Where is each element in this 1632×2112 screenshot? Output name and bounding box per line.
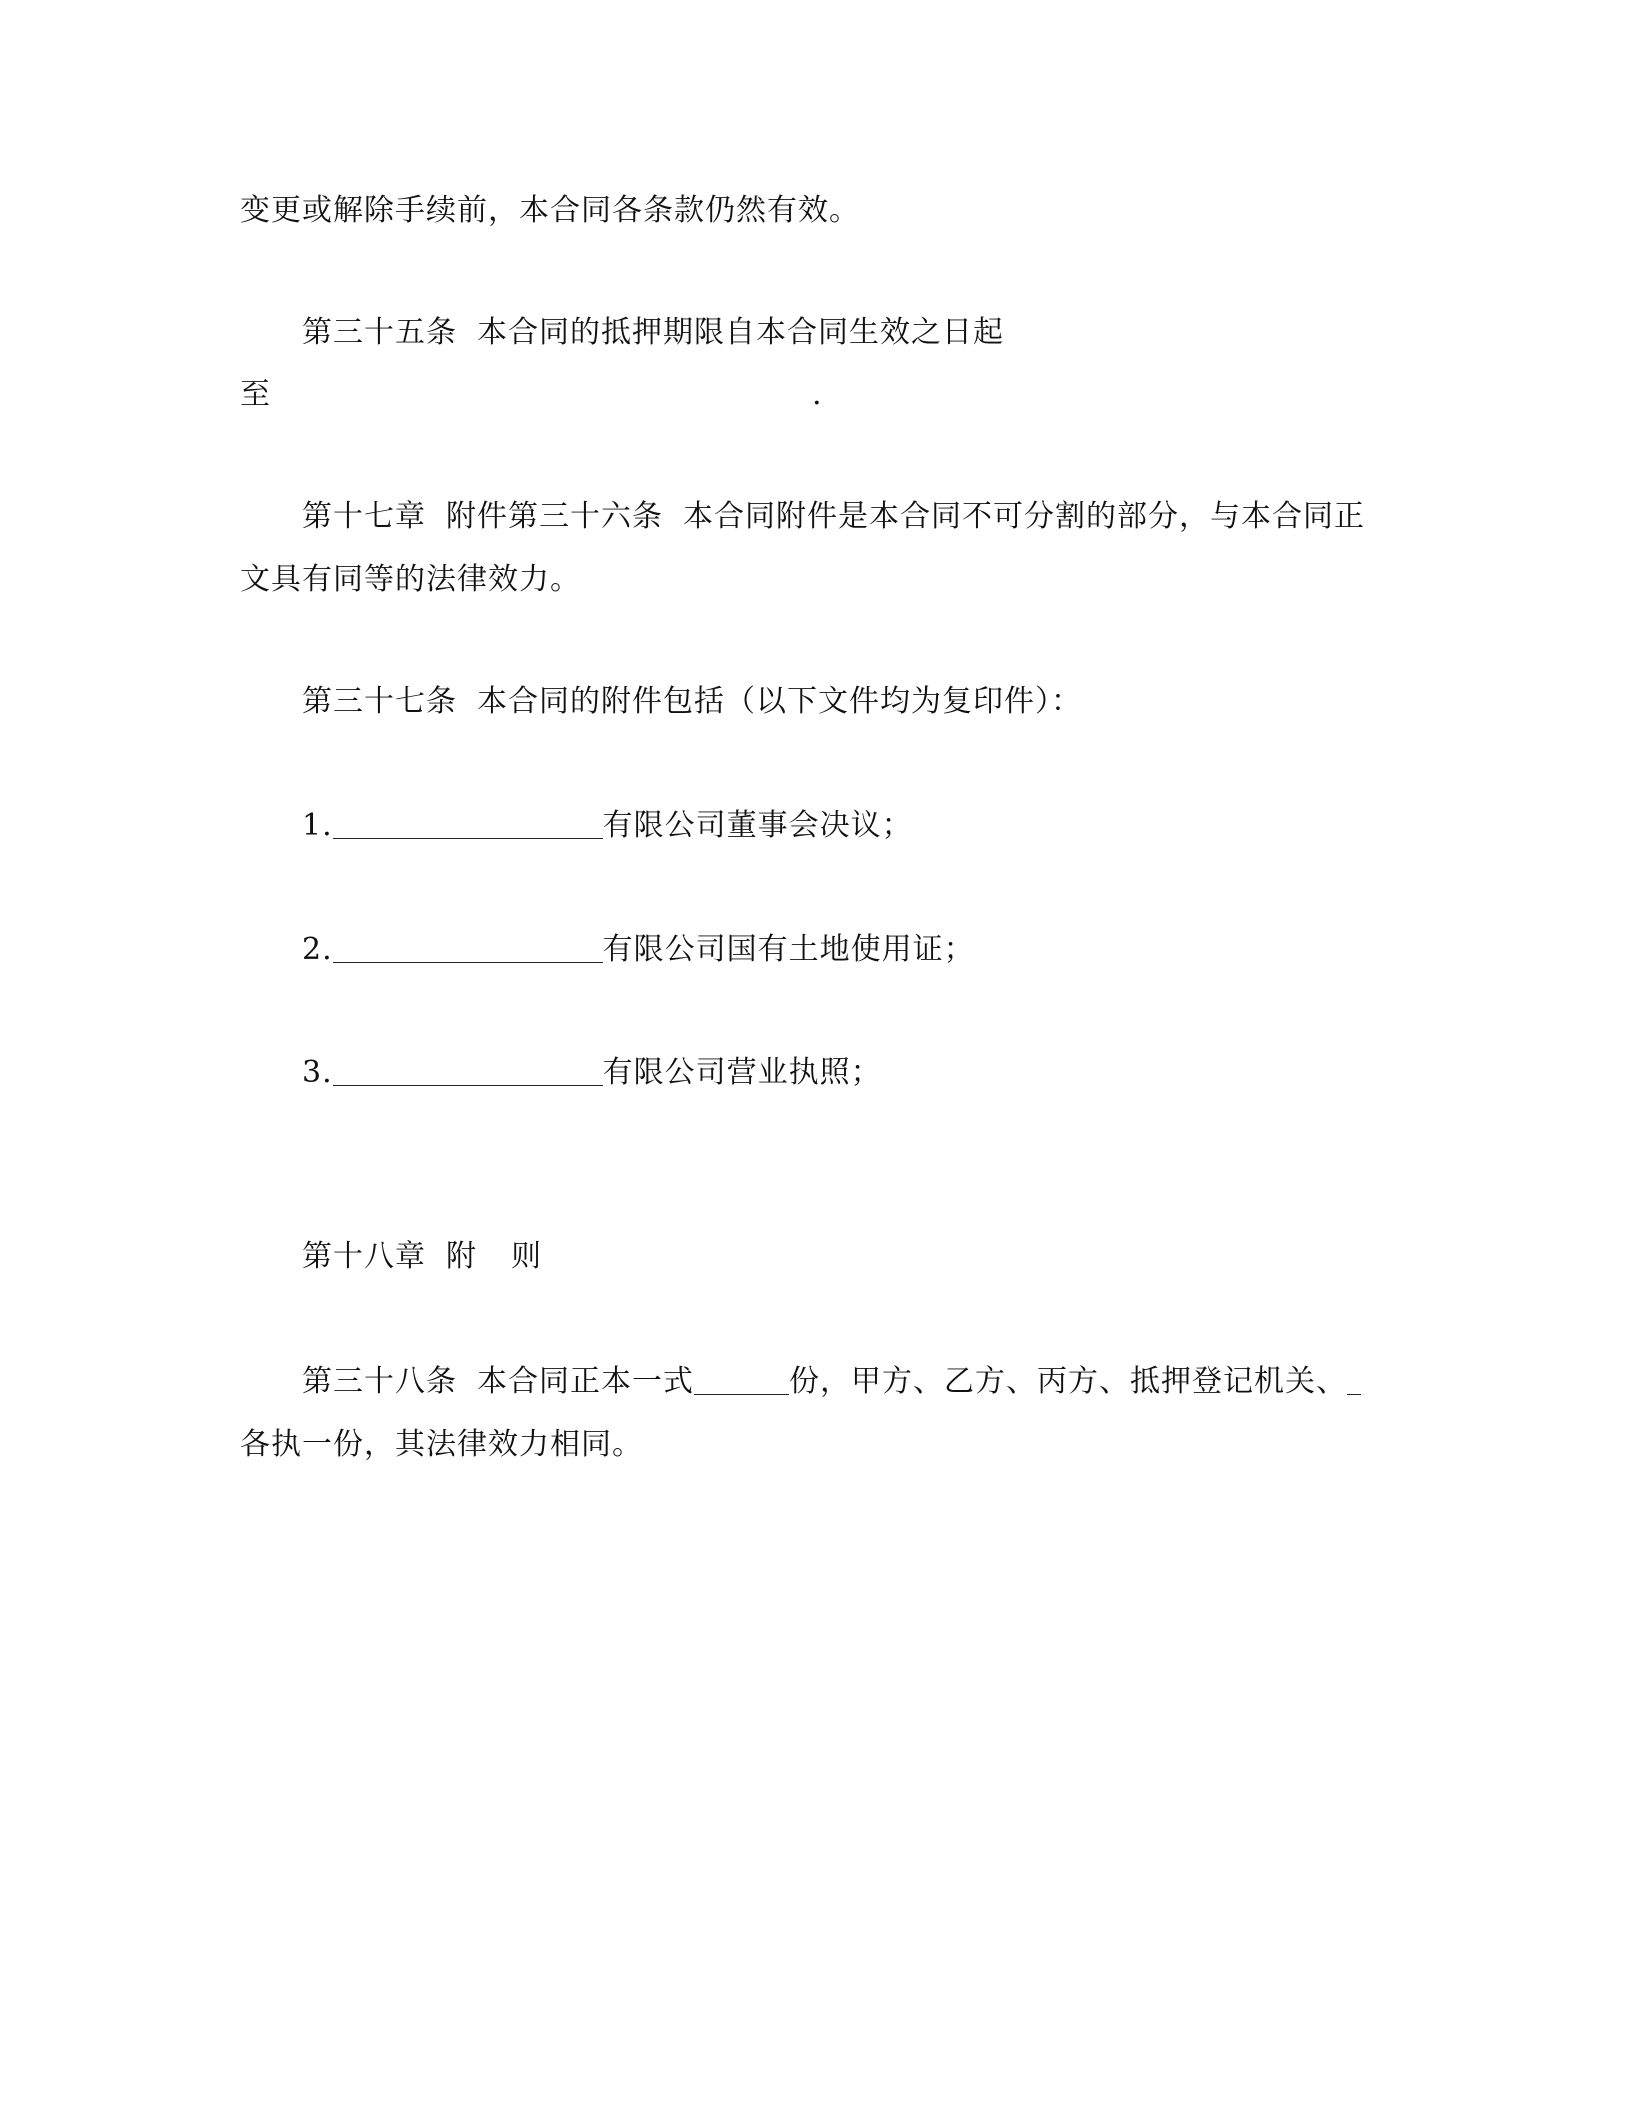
article-38-label: 第三十八条 [302, 1364, 457, 1399]
list-item [302, 930, 975, 970]
party-blank[interactable] [1347, 1364, 1361, 1395]
chapter-17-line1 [302, 497, 1365, 537]
chapter-17-line2 [240, 560, 581, 600]
article-37 [302, 682, 1082, 722]
list-item-text: 有限公司董事会决议； [602, 808, 913, 843]
copies-blank[interactable] [694, 1364, 789, 1395]
chapter-18-heading [302, 1237, 542, 1277]
chapter-18-label: 第十八章 [302, 1239, 426, 1274]
chapter-17-label: 第十七章 [302, 499, 426, 534]
article-35-until: 至 [240, 377, 271, 412]
list-item [302, 806, 913, 846]
chapter-18-word2: 则 [511, 1239, 542, 1274]
fill-in-blank[interactable] [333, 932, 603, 963]
article-36-text-cont: 文具有同等的法律效力。 [240, 562, 581, 597]
article-38-text-a: 本合同正本一式 [477, 1364, 694, 1399]
article-35-text: 本合同的抵押期限自本合同生效之日起 [477, 315, 1004, 350]
article-38-text-b: 份，甲方、乙方、丙方、抵押登记机关、 [789, 1364, 1347, 1399]
article-38-text-cont: 各执一份，其法律效力相同。 [240, 1427, 643, 1462]
fill-in-blank[interactable] [333, 1055, 603, 1086]
fill-in-blank[interactable] [333, 808, 603, 839]
article-36-text: 本合同附件是本合同不可分割的部分，与本合同正 [683, 499, 1365, 534]
list-item-number: 1. [302, 808, 333, 843]
article-35-period: . [812, 377, 822, 412]
paragraph-text: 变更或解除手续前，本合同各条款仍然有效。 [240, 193, 860, 228]
article-35-label: 第三十五条 [302, 315, 457, 350]
article-36-label: 附件第三十六条 [446, 499, 663, 534]
list-item-text: 有限公司营业执照； [602, 1055, 882, 1090]
list-item-number: 2. [302, 932, 333, 967]
chapter-18-word1: 附 [446, 1239, 477, 1274]
list-item [302, 1053, 882, 1093]
paragraph-continuation [240, 191, 860, 231]
article-35-line2 [240, 375, 271, 415]
article-37-label: 第三十七条 [302, 684, 457, 719]
list-item-text: 有限公司国有土地使用证； [602, 932, 975, 967]
article-38-line2 [240, 1425, 643, 1465]
list-item-number: 3. [302, 1055, 333, 1090]
article-38-line1 [302, 1362, 1361, 1402]
article-35-line1 [302, 313, 1004, 353]
article-37-text: 本合同的附件包括（以下文件均为复印件）： [477, 684, 1082, 719]
